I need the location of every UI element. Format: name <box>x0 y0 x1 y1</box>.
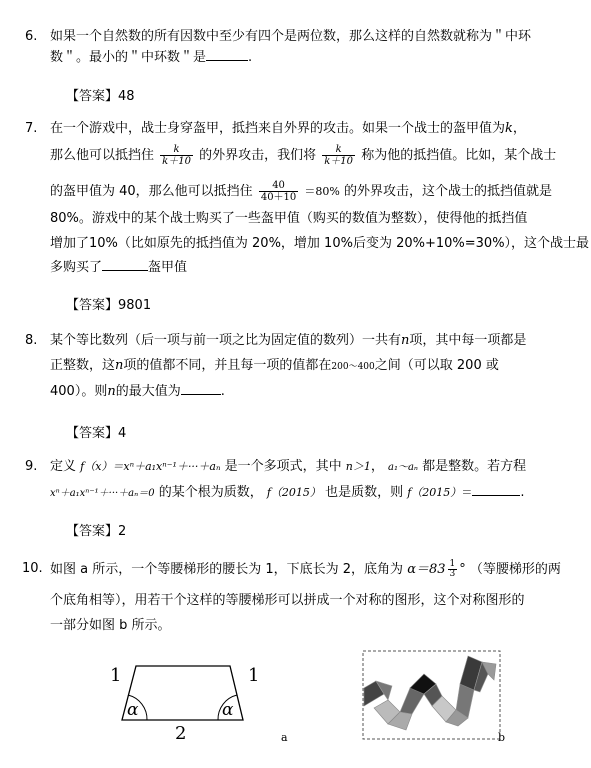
q9-text: ， <box>370 459 384 474</box>
q8-var-n: n <box>401 333 410 348</box>
q7-answer-blank[interactable] <box>102 258 148 271</box>
q9-text: 都是整数。若方程 <box>422 459 527 474</box>
q7-text: 的外界攻击，我们将 <box>199 148 317 163</box>
q8-text: 正整数，这 <box>50 358 116 373</box>
figure-a-trapezoid <box>100 655 270 745</box>
q7-text: 称为他的抵挡值。比如，某个战士 <box>361 148 557 163</box>
q7-equals-80: ＝80% <box>304 185 340 198</box>
q9-line-2 <box>50 483 524 503</box>
q9-text: 的某个根为质数， <box>158 485 263 500</box>
q6-line-2 <box>50 48 252 67</box>
q10-line-2: 个底角相等），用若干个这样的等腰梯形可以拼成一个对称的图形，这个对称图形的 <box>50 593 525 608</box>
q7-text: 的外界攻击，这个战士的抵挡值就是 <box>344 184 553 199</box>
q9-text: 是一个多项式，其中 <box>224 459 342 474</box>
q7-text: ， <box>512 121 526 136</box>
q7-line-6 <box>50 258 187 277</box>
q9-line-1 <box>50 458 526 477</box>
q7-number: 7. <box>25 121 38 136</box>
q9-text: 也是质数，则 <box>325 485 404 500</box>
q7-fraction-40 <box>259 180 298 203</box>
q9-text: . <box>520 485 525 500</box>
q7-line-2 <box>50 144 556 167</box>
q7-line-3 <box>50 180 552 203</box>
q8-answer-blank[interactable] <box>181 382 221 395</box>
q8-text: 项的值都不同，并且每一项的值都在 <box>123 358 332 373</box>
q8-text: 项，其中每一项都是 <box>409 333 527 348</box>
q7-answer: 【答案】9801 <box>66 298 152 313</box>
q7-text: 的盔甲值为 40，那么他可以抵挡住 <box>50 184 253 199</box>
q10-fraction-denominator: 3 <box>449 569 456 579</box>
q7-text: 盔甲值 <box>148 260 188 275</box>
q6-line-1: 如果一个自然数的所有因数中至少有四个是两位数，那么这样的自然数就称为＂中环 <box>50 29 532 44</box>
angle-label-right: α <box>222 700 234 720</box>
q7-fraction-k <box>322 144 355 167</box>
q10-line-1 <box>50 560 561 579</box>
q10-text: （等腰梯形的两 <box>469 562 561 577</box>
base-label: 2 <box>175 723 187 744</box>
q8-line-1 <box>50 332 526 350</box>
q10-text: 如图 a 所示，一个等腰梯形的腰长为 1，下底长为 2，底角为 <box>50 562 404 577</box>
q9-coefficients: a₁～aₙ <box>388 462 418 473</box>
q10-angle: α＝83 <box>407 562 446 577</box>
q8-text: 之间（可以取 200 或 <box>374 358 499 373</box>
q8-text: 400）。则 <box>50 384 108 399</box>
q8-range: 200～400 <box>331 362 375 372</box>
q6-text: 数＂。最小的＂中环数＂是 <box>50 50 207 65</box>
q7-line-5: 增加了10%（比如原先的抵挡值为 20%，增加 10%后变为 20%+10%=30%），这个战士最 <box>50 236 590 251</box>
q9-polynomial: f（x）＝xⁿ＋a₁xⁿ⁻¹＋···＋aₙ <box>80 460 221 473</box>
q7-fraction-denominator: k＋10 <box>324 156 354 167</box>
q9-f2015: f（2015） <box>407 486 462 499</box>
side-label-right: 1 <box>248 665 260 686</box>
q8-number: 8. <box>25 333 38 348</box>
q8-text: 某个等比数列（后一项与前一项之比为固定值的数列）一共有 <box>50 333 402 348</box>
q9-equals: ＝ <box>461 486 473 499</box>
q7-text: 那么他可以抵挡住 <box>50 148 155 163</box>
q7-line-1 <box>50 120 526 138</box>
q6-answer: 【答案】48 <box>66 89 135 104</box>
figure-a-label: a <box>281 731 288 744</box>
q10-number: 10. <box>22 561 43 576</box>
q8-line-3 <box>50 382 225 401</box>
q6-number: 6. <box>25 29 38 44</box>
q7-var-k: k <box>505 121 513 136</box>
figure-b-label: b <box>498 731 506 744</box>
figure-b-pattern <box>362 650 502 742</box>
q9-text: 定义 <box>50 459 77 474</box>
q10-line-3: 一部分如图 b 所示。 <box>50 618 171 633</box>
q10-angle-fraction <box>448 560 458 579</box>
q7-fraction-denominator: 40＋10 <box>260 192 297 203</box>
q9-number: 9. <box>25 459 38 474</box>
q8-var-n: n <box>107 384 116 399</box>
q8-text: . <box>220 384 225 399</box>
q9-f2015: f（2015） <box>266 486 321 499</box>
q8-answer: 【答案】4 <box>66 426 127 441</box>
q9-answer-blank[interactable] <box>472 483 520 496</box>
q7-fraction-denominator: k＋10 <box>162 156 191 167</box>
q10-degree: ° <box>459 562 466 577</box>
q7-text: 多购买了 <box>50 260 103 275</box>
q8-line-2 <box>50 357 499 376</box>
q7-fraction-k <box>160 144 193 167</box>
q9-equation: xⁿ＋a₁xⁿ⁻¹＋···＋aₙ＝0 <box>50 488 155 499</box>
q10-fraction-numerator: 1 <box>449 559 456 569</box>
q8-var-n: n <box>115 358 124 373</box>
q7-fraction-numerator: k <box>160 144 193 156</box>
q7-fraction-numerator: k <box>322 144 355 156</box>
side-label-left: 1 <box>110 665 122 686</box>
q6-period: . <box>248 50 253 65</box>
q7-line-4: 80%。游戏中的某个战士购买了一些盔甲值（购买的数值为整数），使得他的抵挡值 <box>50 211 528 226</box>
q8-text: 的最大值为 <box>115 384 181 399</box>
q6-answer-blank[interactable] <box>206 48 248 61</box>
q9-condition: n＞1 <box>345 460 371 473</box>
q7-text: 在一个游戏中，战士身穿盔甲，抵挡来自外界的攻击。如果一个战士的盔甲值为 <box>50 121 506 136</box>
q7-fraction-numerator: 40 <box>259 180 298 192</box>
angle-label-left: α <box>127 700 139 720</box>
q9-answer: 【答案】2 <box>66 524 127 539</box>
